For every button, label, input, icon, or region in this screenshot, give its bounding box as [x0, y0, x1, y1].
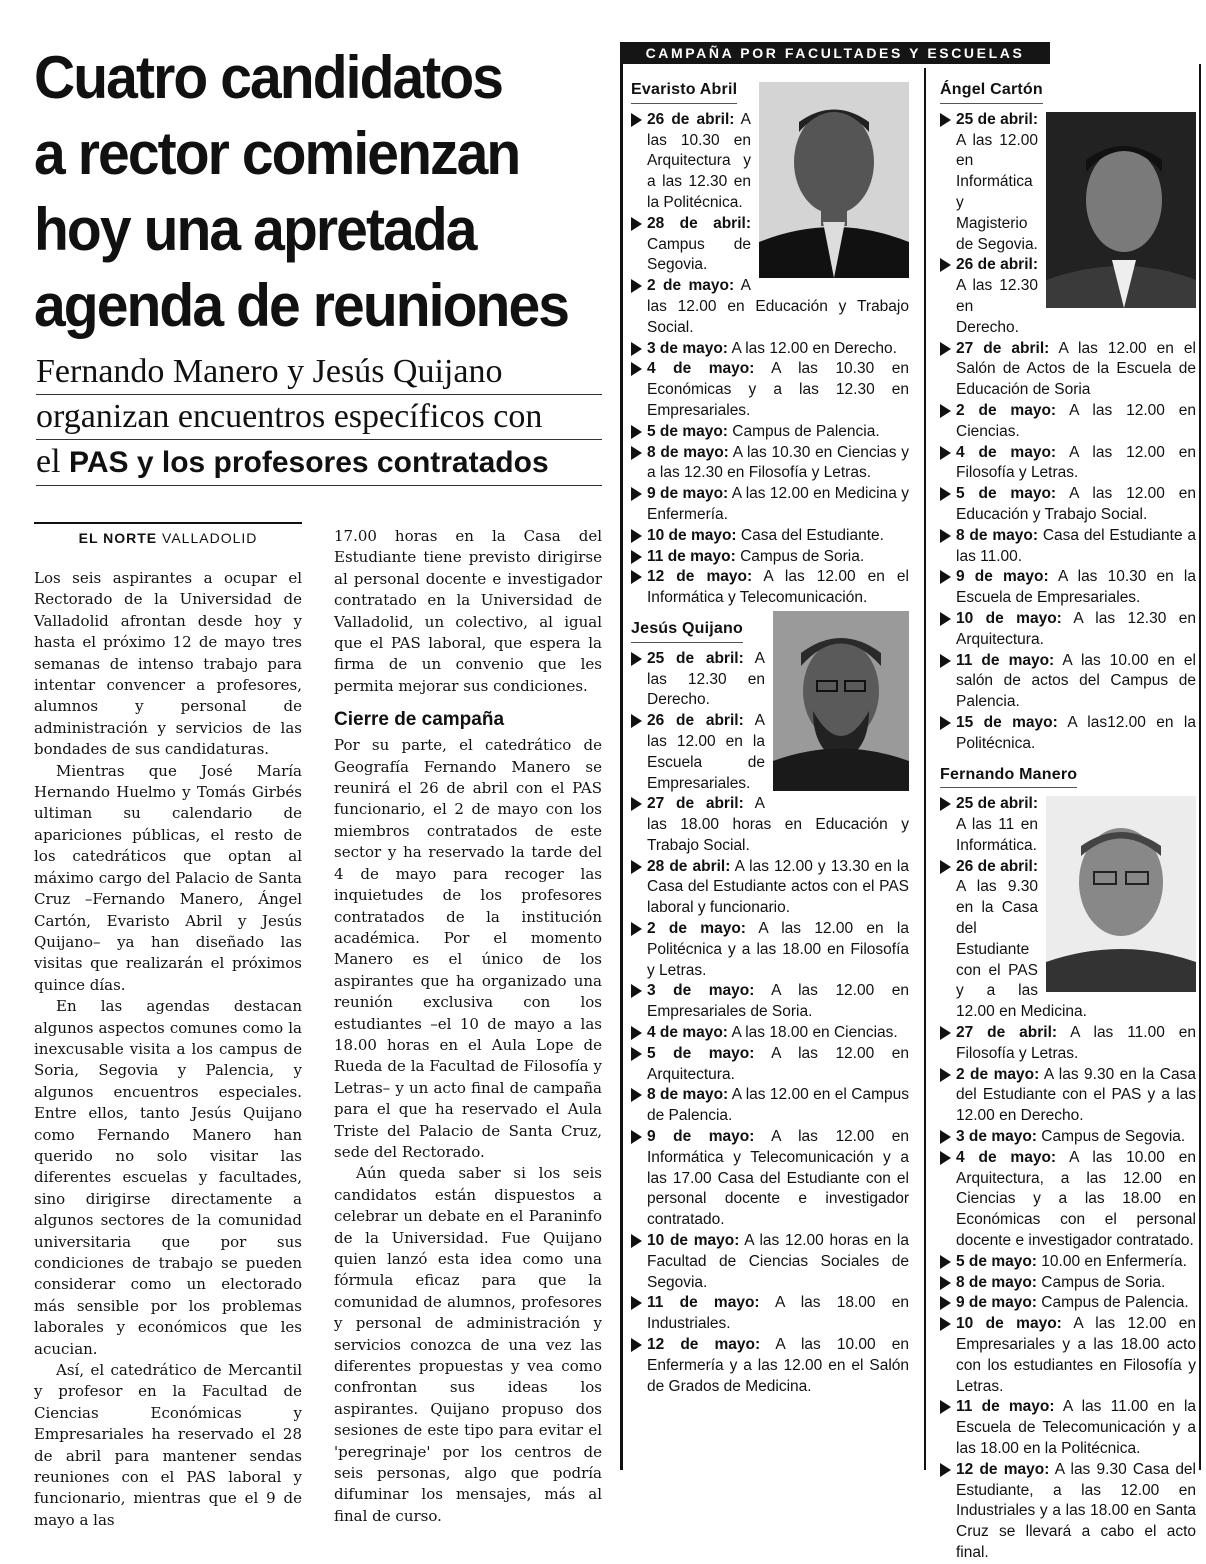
headline-line: Cuatro candidatos — [34, 44, 503, 111]
candidate-name: Ángel Cartón — [940, 80, 1043, 104]
schedule-text: A las 12.00 en Educación y Trabajo Social. — [956, 485, 1196, 523]
arrow-bullet-icon — [940, 1255, 951, 1269]
schedule-date: 12 de mayo: — [647, 1336, 761, 1354]
schedule-entry — [631, 981, 909, 1023]
schedule-entry — [631, 359, 909, 421]
arrow-bullet-icon — [940, 113, 951, 127]
arrow-bullet-icon — [940, 1026, 951, 1040]
schedule-entry — [631, 1044, 909, 1086]
schedule-date: 9 de mayo: — [647, 485, 729, 503]
schedule-date: 27 de abril: — [956, 339, 1050, 357]
arrow-bullet-icon — [631, 446, 642, 460]
arrow-bullet-icon — [631, 797, 642, 811]
schedule-entry — [940, 794, 1196, 856]
schedule-entry — [940, 1023, 1196, 1065]
schedule-text: Campus de Palencia. — [1041, 1294, 1189, 1312]
candidate-name: Evaristo Abril — [631, 80, 737, 104]
arrow-bullet-icon — [940, 446, 951, 460]
schedule-entry — [631, 110, 909, 214]
schedule-entry — [940, 110, 1196, 256]
arrow-bullet-icon — [631, 1338, 642, 1352]
arrow-bullet-icon — [940, 487, 951, 501]
schedule-text: Campus de Soria. — [1041, 1273, 1166, 1291]
schedule-date: 5 de mayo: — [956, 485, 1057, 503]
schedule-entry — [940, 1148, 1196, 1252]
sidebar-column-right — [940, 80, 1196, 1564]
arrow-bullet-icon — [631, 279, 642, 293]
schedule-text: A las 12.00 en Arquitectura. — [647, 1044, 909, 1083]
schedule-list — [940, 110, 1196, 755]
arrow-bullet-icon — [631, 1047, 642, 1061]
schedule-text: A las 11 en Informática. — [956, 816, 1038, 854]
schedule-entry — [631, 794, 909, 856]
schedule-date: 3 de mayo: — [647, 982, 755, 1000]
schedule-text: A las 12.00 en Informática y Magisterio de Segovia. — [956, 131, 1038, 253]
schedule-date: 4 de mayo: — [956, 443, 1057, 461]
schedule-entry — [940, 609, 1196, 651]
schedule-date: 4 de mayo: — [647, 1024, 728, 1042]
schedule-date: 12 de mayo: — [956, 1460, 1050, 1478]
headline — [34, 40, 585, 344]
arrow-bullet-icon — [631, 113, 642, 127]
schedule-date: 10 de mayo: — [647, 526, 737, 544]
schedule-date: 25 de abril: — [956, 795, 1038, 813]
schedule-text: Campus de Soria. — [740, 547, 865, 565]
arrow-bullet-icon — [631, 217, 642, 231]
subhead-prefix: el — [36, 443, 61, 480]
schedule-text: A las 12.30 en Arquitectura. — [956, 609, 1196, 648]
schedule-date: 9 de mayo: — [647, 1128, 755, 1146]
schedule-entry — [631, 711, 909, 794]
schedule-list — [631, 110, 909, 609]
arrow-bullet-icon — [940, 1296, 951, 1310]
schedule-date: 5 de mayo: — [956, 1252, 1037, 1270]
schedule-entry — [631, 1293, 909, 1335]
arrow-bullet-icon — [631, 487, 642, 501]
schedule-text: A las 10.00 en Arquitectura, a las 12.00 en Ciencias y a las 18.00 en Económicas con el personal docente e investigador contratado. — [956, 1148, 1196, 1250]
schedule-text: A las12.00 en la Politécnica. — [956, 713, 1196, 752]
schedule-entry — [940, 339, 1196, 401]
schedule-text: A las 12.00 en Filosofía y Letras. — [956, 443, 1196, 482]
schedule-date: 4 de mayo: — [956, 1148, 1057, 1166]
schedule-text: Casa del Estudiante. — [740, 526, 884, 544]
schedule-text: A las 12.00 en Informática y Telecomunicación y a las 17.00 Casa del Estudiante con el personal docente e investigador contratado. — [647, 1128, 909, 1229]
schedule-text: A las 12.00 y 13.30 en la Casa del Estudiante actos con el PAS laboral y funcionario. — [647, 857, 909, 917]
schedule-entry — [940, 1252, 1196, 1273]
article-paragraph: Mientras que José María Hernando Huelmo y Tomás Girbés ultiman su calendario de apariciones públicas, el resto de los catedráticos que optan al máximo cargo del Palacio de Santa Cruz –Fernando Manero, Ángel Cartón, Evaristo Abril y Jesús Quijano– ya han diseñado las visitas que realizarán el próximos quince días. — [34, 761, 302, 994]
section-heading: Cierre de campaña — [334, 709, 505, 731]
schedule-text: A las 12.30 en Derecho. — [647, 649, 765, 709]
schedule-text: Casa del Estudiante a las 11.00. — [956, 526, 1197, 565]
schedule-entry — [631, 339, 909, 360]
article-column-2 — [334, 526, 602, 1527]
article-paragraph: Los seis aspirantes a ocupar el Rectorado de la Universidad de Valladolid afrontan desde hoy y hasta el próximo 12 de mayo tres semanas de intenso trabajo para intentar convencer a profesores, alumnos y personal de administración y servicios de las bondades de sus candidaturas. — [34, 569, 302, 759]
arrow-bullet-icon — [940, 654, 951, 668]
schedule-text: A las 11.00 en Filosofía y Letras. — [956, 1024, 1197, 1062]
arrow-bullet-icon — [940, 342, 951, 356]
subhead-line: Fernando Manero y Jesús Quijano — [36, 350, 602, 395]
schedule-date: 26 de abril: — [647, 712, 744, 730]
sidebar-divider — [924, 68, 926, 1470]
subhead-line: organizan encuentros específicos con — [36, 395, 602, 440]
arrow-bullet-icon — [631, 1088, 642, 1102]
schedule-date: 2 de mayo: — [647, 277, 735, 295]
schedule-date: 9 de mayo: — [956, 1294, 1037, 1312]
schedule-text: A las 12.00 en Ciencias. — [956, 401, 1196, 440]
arrow-bullet-icon — [940, 797, 951, 811]
schedule-entry — [631, 1231, 909, 1293]
schedule-date: 5 de mayo: — [647, 1044, 755, 1062]
arrow-bullet-icon — [940, 529, 951, 543]
schedule-entry — [940, 443, 1196, 485]
schedule-text: A las 9.30 en la Casa del Estudiante con el PAS y a las 12.00 en Medicina. — [956, 878, 1087, 1021]
arrow-bullet-icon — [631, 425, 642, 439]
schedule-entry — [940, 857, 1196, 1023]
schedule-entry — [940, 1293, 1196, 1314]
arrow-bullet-icon — [631, 570, 642, 584]
arrow-bullet-icon — [631, 1026, 642, 1040]
arrow-bullet-icon — [631, 652, 642, 666]
schedule-date: 2 de mayo: — [956, 401, 1057, 419]
arrow-bullet-icon — [940, 570, 951, 584]
arrow-bullet-icon — [940, 404, 951, 418]
schedule-entry — [940, 1460, 1196, 1564]
schedule-text: A las 12.00 en Medicina y Enfermería. — [647, 485, 910, 523]
schedule-date: 3 de mayo: — [647, 339, 728, 357]
headline-line: a rector comienzan — [34, 120, 520, 187]
schedule-date: 8 de mayo: — [647, 1086, 729, 1104]
schedule-text: A las 12.00 en Derecho. — [731, 339, 897, 357]
schedule-text: A las 10.00 en Enfermería y a las 12.00 en el Salón de Grados de Medicina. — [647, 1336, 909, 1395]
schedule-entry — [940, 484, 1196, 526]
schedule-text: 10.00 en Enfermería. — [1041, 1252, 1187, 1270]
arrow-bullet-icon — [631, 1130, 642, 1144]
schedule-text: A las 12.00 en el Salón de Actos de la Escuela de Educación de Soria — [956, 339, 1197, 399]
schedule-entry — [940, 255, 1196, 338]
schedule-entry — [940, 1127, 1196, 1148]
arrow-bullet-icon — [940, 1068, 951, 1082]
schedule-date: 15 de mayo: — [956, 713, 1058, 731]
schedule-entry — [631, 649, 909, 711]
schedule-entry — [631, 547, 909, 568]
schedule-text: A las 10.30 en la Escuela de Empresariales. — [956, 568, 1196, 607]
article-paragraph: 17.00 horas en la Casa del Estudiante tiene previsto dirigirse al personal docente e investigador contratado en la Universidad de Valladolid, un colectivo, al igual que el PAS laboral, que espera la firma de un convenio que les permita mejorar sus condiciones. — [334, 527, 602, 695]
arrow-bullet-icon — [940, 860, 951, 874]
schedule-text: A las 18.00 en Ciencias. — [731, 1024, 898, 1042]
schedule-date: 12 de mayo: — [647, 568, 753, 586]
schedule-date: 26 de abril: — [956, 256, 1038, 274]
schedule-text: A las 10.30 en Económicas y a las 12.30 en Empresariales. — [647, 360, 909, 419]
schedule-text: A las 10.30 en Ciencias y a las 12.30 en Filosofía y Letras. — [647, 443, 909, 482]
schedule-date: 8 de mayo: — [647, 443, 729, 461]
candidate-name: Jesús Quijano — [631, 619, 743, 643]
schedule-date: 26 de abril: — [956, 857, 1038, 875]
schedule-text: A las 10.30 en Arquitectura y a las 12.30 en la Politécnica. — [647, 110, 752, 211]
schedule-text: A las 12.00 en Empresariales de Soria. — [647, 982, 909, 1021]
schedule-date: 28 de abril: — [647, 857, 731, 875]
byline-city: VALLADOLID — [162, 530, 258, 546]
schedule-text: A las 12.00 en el Campus de Palencia. — [647, 1086, 910, 1125]
schedule-entry — [940, 1314, 1196, 1397]
schedule-text: A las 12.00 en la Politécnica y a las 18.00 en Filosofía y Letras. — [647, 920, 910, 979]
arrow-bullet-icon — [631, 922, 642, 936]
candidate-name: Fernando Manero — [940, 765, 1077, 789]
byline — [34, 522, 302, 546]
arrow-bullet-icon — [631, 362, 642, 376]
schedule-date: 3 de mayo: — [956, 1128, 1037, 1146]
schedule-list — [631, 649, 909, 1398]
schedule-date: 5 de mayo: — [647, 422, 728, 440]
schedule-text: Campus de Segovia. — [647, 235, 751, 274]
schedule-text: A las 11.00 en la Escuela de Telecomunicación y a las 18.00 en la Politécnica. — [956, 1398, 1197, 1457]
schedule-text: A las 18.00 horas en Educación y Trabajo Social. — [647, 795, 909, 854]
schedule-date: 11 de mayo: — [956, 1398, 1055, 1416]
schedule-list — [940, 794, 1196, 1563]
schedule-entry — [631, 1335, 909, 1397]
schedule-date: 4 de mayo: — [647, 360, 755, 378]
article-column-1 — [34, 568, 302, 1531]
subhead-line — [36, 440, 602, 486]
schedule-date: 11 de mayo: — [647, 1294, 760, 1312]
schedule-entry — [631, 276, 909, 338]
schedule-text: A las 10.00 en el salón de actos del Campus de Palencia. — [956, 651, 1196, 711]
schedule-text: A las 9.30 Casa del Estudiante, a las 12.00 en Industriales y a las 18.00 en Santa Cruz se llevará a cabo el acto final. — [956, 1460, 1196, 1561]
arrow-bullet-icon — [631, 714, 642, 728]
schedule-text: A las 18.00 en Industriales. — [647, 1294, 910, 1333]
schedule-date: 10 de mayo: — [647, 1232, 740, 1250]
schedule-entry — [940, 1397, 1196, 1459]
arrow-bullet-icon — [940, 1130, 951, 1144]
schedule-entry — [940, 651, 1196, 713]
schedule-date: 2 de mayo: — [956, 1065, 1040, 1083]
schedule-entry — [631, 919, 909, 981]
schedule-text: Campus de Palencia. — [732, 422, 880, 440]
schedule-entry — [631, 526, 909, 547]
schedule-text: A las 12.00 en la Escuela de Empresariales. — [647, 712, 765, 792]
arrow-bullet-icon — [940, 1463, 951, 1477]
schedule-date: 25 de abril: — [956, 110, 1038, 128]
arrow-bullet-icon — [631, 529, 642, 543]
sidebar-banner: CAMPAÑA POR FACULTADES Y ESCUELAS — [620, 42, 1050, 64]
schedule-date: 9 de mayo: — [956, 568, 1049, 586]
schedule-text: A las 12.00 en Educación y Trabajo Social. — [647, 277, 909, 336]
schedule-entry — [631, 214, 909, 276]
arrow-bullet-icon — [940, 1400, 951, 1414]
arrow-bullet-icon — [940, 1276, 951, 1290]
schedule-entry — [940, 713, 1196, 755]
schedule-entry — [940, 567, 1196, 609]
schedule-entry — [940, 401, 1196, 443]
sidebar-column-left — [631, 80, 909, 1397]
schedule-date: 27 de abril: — [956, 1024, 1058, 1042]
subhead-bold: PAS y los profesores contratados — [69, 446, 549, 479]
headline-line: agenda de reuniones — [34, 272, 569, 339]
arrow-bullet-icon — [631, 860, 642, 874]
article-paragraph: Por su parte, el catedrático de Geografía Fernando Manero se reunirá el 26 de abril con el PAS funcionario, el 2 de mayo con los miembros contratados de este sector y ha reservado la tarde del 4 de mayo para recoger las inquietudes de los profesores contratados de la institución académica. Por el momento Manero es el único de los aspirantes que ha organizado una reunión exclusiva con los estudiantes –el 10 de mayo a las 18.00 horas en el Aula Lope de Rueda de la Facultad de Filosofía y Letras– y un acto final de campaña para el que ha reservado el Aula Triste del Palacio de Santa Cruz, sede del Rectorado. — [334, 736, 602, 1161]
schedule-date: 27 de abril: — [647, 795, 744, 813]
schedule-text: A las 9.30 en la Casa del Estudiante con el PAS y a las 12.00 en Derecho. — [956, 1065, 1196, 1125]
subheadline — [36, 350, 602, 486]
schedule-entry — [631, 484, 909, 526]
schedule-date: 10 de mayo: — [956, 609, 1062, 627]
article-paragraph: Aún queda saber si los seis candidatos están dispuestos a celebrar un debate en el Paraninfo de la Universidad. Fue Quijano quien lanzó esta idea como una fórmula eficaz para que la comunidad de alumnos, profesores y personal de administración y servicios conozca de una vez las diferentes propuestas y vea como confrontan sus ideas los aspirantes. Quijano propuso dos sesiones de este tipo para evitar el 'peregrinaje' por los centros de seis personas, algo que podría difuminar los mensajes, más al final de curso. — [334, 1164, 602, 1525]
arrow-bullet-icon — [631, 1296, 642, 1310]
schedule-entry — [631, 567, 909, 609]
schedule-date: 2 de mayo: — [647, 920, 746, 938]
arrow-bullet-icon — [631, 342, 642, 356]
schedule-text: A las 12.00 horas en la Facultad de Ciencias Sociales de Segovia. — [647, 1232, 909, 1291]
schedule-text: Campus de Segovia. — [1041, 1128, 1186, 1146]
arrow-bullet-icon — [631, 984, 642, 998]
schedule-entry — [940, 1273, 1196, 1294]
schedule-text: A las 12.00 en Empresariales y a las 18.00 acto con los estudiantes en Filosofía y Letras. — [956, 1315, 1196, 1395]
schedule-date: 8 de mayo: — [956, 526, 1038, 544]
schedule-date: 11 de mayo: — [956, 651, 1055, 669]
schedule-entry — [631, 422, 909, 443]
schedule-entry — [631, 1127, 909, 1231]
schedule-date: 26 de abril: — [647, 110, 735, 128]
arrow-bullet-icon — [631, 550, 642, 564]
schedule-date: 28 de abril: — [647, 214, 751, 232]
schedule-entry — [940, 526, 1196, 568]
schedule-date: 10 de mayo: — [956, 1315, 1062, 1333]
arrow-bullet-icon — [940, 1317, 951, 1331]
arrow-bullet-icon — [940, 1151, 951, 1165]
byline-source: EL NORTE — [78, 530, 158, 546]
schedule-entry — [631, 1023, 909, 1044]
headline-line: hoy una apretada — [34, 196, 476, 263]
schedule-entry — [631, 443, 909, 485]
schedule-date: 25 de abril: — [647, 649, 744, 667]
schedule-text: A las 12.00 en el Informática y Telecomunicación. — [647, 568, 909, 607]
schedule-entry — [631, 1085, 909, 1127]
schedule-text: A las 12.30 en Derecho. — [956, 277, 1038, 336]
schedule-entry — [631, 857, 909, 919]
arrow-bullet-icon — [940, 258, 951, 272]
schedule-date: 11 de mayo: — [647, 547, 736, 565]
schedule-entry — [940, 1065, 1196, 1127]
article-paragraph: Así, el catedrático de Mercantil y profesor en la Facultad de Ciencias Económicas y Empresariales ha reservado el 28 de abril para mantener sendas reuniones con el PAS laboral y funcionario, mientras que el 9 de mayo a las — [34, 1361, 302, 1529]
article-paragraph: En las agendas destacan algunos aspectos comunes como la inexcusable visita a los campus de Soria, Segovia y Palencia, y algunos encuentros especiales. Entre ellos, tanto Jesús Quijano como Fernando Manero han querido no solo visitar las diferentes escuelas y facultades, sino dirigirse directamente a algunos sectores de la comunidad universitaria que por sus condiciones de trabajo se pueden considerar como un electorado más sensible por los problemas laborales y económicos que les acucian. — [34, 997, 302, 1358]
arrow-bullet-icon — [940, 716, 951, 730]
schedule-date: 8 de mayo: — [956, 1273, 1037, 1291]
arrow-bullet-icon — [631, 1234, 642, 1248]
arrow-bullet-icon — [940, 612, 951, 626]
